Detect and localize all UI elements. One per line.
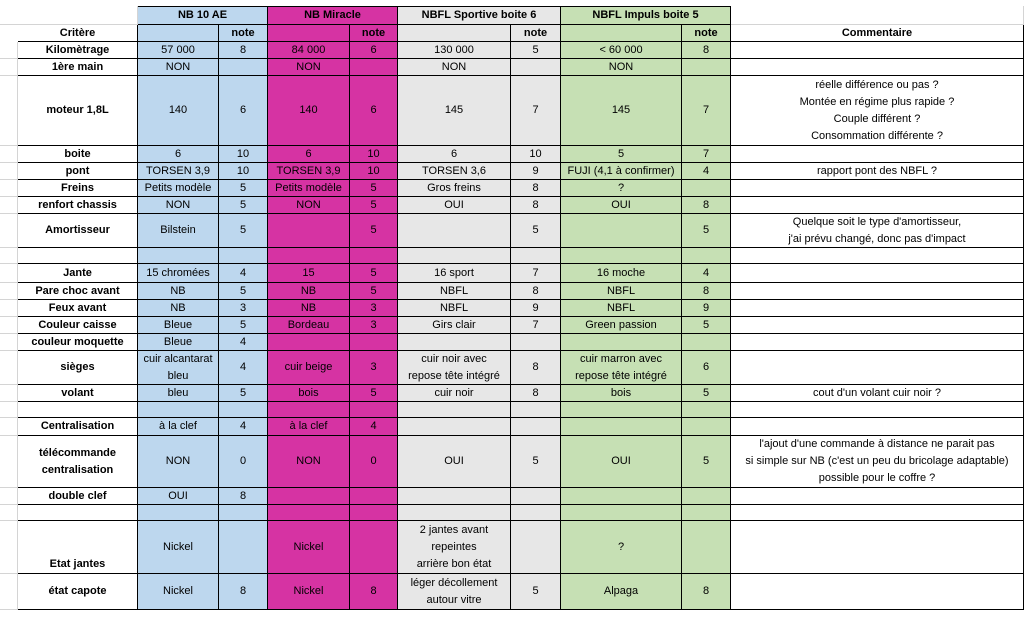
note-cell[interactable] <box>682 334 731 351</box>
critere-cell[interactable]: Feux avant <box>18 300 138 317</box>
row-gutter <box>0 574 18 610</box>
value-cell[interactable] <box>561 214 682 248</box>
value-cell[interactable]: cuir marron avec repose tête intégré <box>561 351 682 385</box>
comment-cell[interactable] <box>731 505 1024 521</box>
note-cell[interactable]: 4 <box>219 351 268 385</box>
comment-cell[interactable] <box>731 180 1024 197</box>
value-cell[interactable]: cuir alcantarat bleu <box>138 351 219 385</box>
value-cell[interactable]: Bleue <box>138 334 219 351</box>
comment-cell[interactable] <box>731 146 1024 163</box>
critere-cell[interactable]: volant <box>18 385 138 402</box>
row-gutter <box>0 300 18 317</box>
header-value-0 <box>138 25 219 42</box>
note-cell[interactable] <box>511 334 561 351</box>
note-cell[interactable]: 5 <box>219 180 268 197</box>
note-cell[interactable] <box>682 418 731 436</box>
value-cell[interactable] <box>268 402 350 418</box>
note-cell[interactable] <box>511 248 561 264</box>
value-cell[interactable]: 16 sport <box>398 264 511 283</box>
value-cell[interactable]: 140 <box>138 76 219 146</box>
note-cell[interactable] <box>350 59 398 76</box>
note-cell[interactable] <box>219 505 268 521</box>
table-row <box>0 521 1024 574</box>
note-cell[interactable]: 8 <box>511 180 561 197</box>
note-cell[interactable]: 10 <box>511 146 561 163</box>
header-commentaire[interactable]: Commentaire <box>731 25 1024 42</box>
row-gutter <box>0 163 18 180</box>
value-cell[interactable] <box>561 248 682 264</box>
value-cell[interactable] <box>398 488 511 505</box>
row-gutter <box>0 488 18 505</box>
header-note-0[interactable]: note <box>219 25 268 42</box>
table-row <box>0 163 1024 180</box>
value-cell[interactable] <box>398 248 511 264</box>
table-row <box>0 76 1024 146</box>
note-cell[interactable] <box>511 521 561 574</box>
value-cell[interactable] <box>398 418 511 436</box>
value-cell[interactable]: NB <box>138 283 219 300</box>
note-cell[interactable]: 5 <box>350 283 398 300</box>
note-cell[interactable]: 7 <box>511 76 561 146</box>
note-cell[interactable]: 10 <box>350 146 398 163</box>
value-cell[interactable]: bleu <box>138 385 219 402</box>
table-row <box>0 146 1024 163</box>
value-cell[interactable]: Petits modèle <box>268 180 350 197</box>
value-cell[interactable]: NON <box>138 436 219 488</box>
value-cell[interactable]: NON <box>138 59 219 76</box>
value-cell[interactable] <box>268 505 350 521</box>
row-gutter <box>0 146 18 163</box>
value-cell[interactable]: NBFL <box>398 283 511 300</box>
comment-cell[interactable] <box>731 488 1024 505</box>
note-cell[interactable]: 6 <box>682 351 731 385</box>
note-cell[interactable]: 4 <box>219 334 268 351</box>
table-row <box>0 214 1024 248</box>
value-cell[interactable]: cuir beige <box>268 351 350 385</box>
value-cell[interactable]: bois <box>268 385 350 402</box>
comment-cell[interactable] <box>731 197 1024 214</box>
value-cell[interactable]: NB <box>268 300 350 317</box>
note-cell[interactable]: 5 <box>350 214 398 248</box>
value-cell[interactable]: Green passion <box>561 317 682 334</box>
note-cell[interactable] <box>682 402 731 418</box>
critere-cell[interactable]: Couleur caisse <box>18 317 138 334</box>
note-cell[interactable]: 5 <box>219 214 268 248</box>
comment-cell[interactable] <box>731 317 1024 334</box>
row-gutter <box>0 248 18 264</box>
note-cell[interactable]: 5 <box>511 436 561 488</box>
value-cell[interactable]: NON <box>268 436 350 488</box>
value-cell[interactable]: 15 <box>268 264 350 283</box>
note-cell[interactable] <box>219 521 268 574</box>
note-cell[interactable]: 5 <box>682 317 731 334</box>
value-cell[interactable]: TORSEN 3,9 <box>138 163 219 180</box>
critere-cell[interactable]: Centralisation <box>18 418 138 436</box>
note-cell[interactable]: 7 <box>511 317 561 334</box>
value-cell[interactable]: NBFL <box>561 300 682 317</box>
table-row <box>0 436 1024 488</box>
comment-cell[interactable]: l'ajout d'une commande à distance ne parait pas si simple sur NB (c'est un peu du bricolage adaptable) possible pour le coffre ? <box>731 436 1024 488</box>
note-cell[interactable]: 8 <box>219 574 268 610</box>
value-cell[interactable]: 84 000 <box>268 42 350 59</box>
value-cell[interactable]: OUI <box>398 436 511 488</box>
comment-cell[interactable] <box>731 521 1024 574</box>
value-cell[interactable]: cuir noir <box>398 385 511 402</box>
value-cell[interactable] <box>268 488 350 505</box>
critere-cell[interactable]: 1ère main <box>18 59 138 76</box>
value-cell[interactable]: 57 000 <box>138 42 219 59</box>
comment-cell[interactable] <box>731 42 1024 59</box>
comment-cell[interactable] <box>731 264 1024 283</box>
note-cell[interactable]: 10 <box>350 163 398 180</box>
value-cell[interactable]: NON <box>138 197 219 214</box>
table-row <box>0 59 1024 76</box>
comment-cell[interactable] <box>731 334 1024 351</box>
value-cell[interactable]: cuir noir avec repose tête intégré <box>398 351 511 385</box>
table-row <box>0 574 1024 610</box>
value-cell[interactable] <box>561 418 682 436</box>
header-blank-right <box>731 6 1024 25</box>
value-cell[interactable]: à la clef <box>268 418 350 436</box>
comment-cell[interactable]: rapport pont des NBFL ? <box>731 163 1024 180</box>
note-cell[interactable]: 5 <box>511 42 561 59</box>
note-cell[interactable] <box>350 505 398 521</box>
row-gutter <box>0 351 18 385</box>
critere-cell[interactable]: double clef <box>18 488 138 505</box>
value-cell[interactable]: 6 <box>268 146 350 163</box>
value-cell[interactable] <box>268 334 350 351</box>
note-cell[interactable] <box>350 488 398 505</box>
value-cell[interactable]: Nickel <box>268 574 350 610</box>
note-cell[interactable]: 5 <box>682 385 731 402</box>
note-cell[interactable]: 5 <box>682 214 731 248</box>
note-cell[interactable]: 5 <box>350 180 398 197</box>
comment-cell[interactable]: Quelque soit le type d'amortisseur, j'ai prévu changé, donc pas d'impact <box>731 214 1024 248</box>
note-cell[interactable] <box>511 418 561 436</box>
value-cell[interactable] <box>398 505 511 521</box>
header-car-1[interactable]: NB Miracle <box>268 6 398 25</box>
comment-cell[interactable] <box>731 574 1024 610</box>
value-cell[interactable]: Nickel <box>138 574 219 610</box>
row-gutter <box>0 264 18 283</box>
value-cell[interactable]: 6 <box>398 146 511 163</box>
note-cell[interactable] <box>511 402 561 418</box>
note-cell[interactable]: 4 <box>682 163 731 180</box>
comment-cell[interactable] <box>731 59 1024 76</box>
value-cell[interactable]: 145 <box>398 76 511 146</box>
value-cell[interactable]: 140 <box>268 76 350 146</box>
table-row <box>0 334 1024 351</box>
row-gutter <box>0 402 18 418</box>
table-row <box>0 488 1024 505</box>
value-cell[interactable]: Girs clair <box>398 317 511 334</box>
value-cell[interactable]: Nickel <box>268 521 350 574</box>
value-cell[interactable]: NON <box>561 59 682 76</box>
value-cell[interactable] <box>138 402 219 418</box>
note-cell[interactable]: 8 <box>511 283 561 300</box>
row-gutter <box>0 42 18 59</box>
value-cell[interactable]: TORSEN 3,6 <box>398 163 511 180</box>
note-cell[interactable]: 5 <box>219 197 268 214</box>
table-row <box>0 42 1024 59</box>
critere-cell[interactable]: Etat jantes <box>18 521 138 574</box>
value-cell[interactable]: TORSEN 3,9 <box>268 163 350 180</box>
value-cell[interactable]: 130 000 <box>398 42 511 59</box>
value-cell[interactable]: NON <box>268 197 350 214</box>
comment-cell[interactable] <box>731 283 1024 300</box>
row-gutter <box>0 334 18 351</box>
table-row <box>0 505 1024 521</box>
note-cell[interactable]: 8 <box>682 197 731 214</box>
header-value-1 <box>268 25 350 42</box>
note-cell[interactable] <box>219 402 268 418</box>
note-cell[interactable] <box>511 488 561 505</box>
comment-cell[interactable] <box>731 402 1024 418</box>
header-row-cars <box>0 6 1024 25</box>
table-row <box>0 264 1024 283</box>
header-value-2 <box>398 25 511 42</box>
value-cell[interactable] <box>561 402 682 418</box>
value-cell[interactable]: NB <box>138 300 219 317</box>
note-cell[interactable]: 5 <box>219 283 268 300</box>
value-cell[interactable]: Bordeau <box>268 317 350 334</box>
note-cell[interactable] <box>682 248 731 264</box>
row-gutter <box>0 180 18 197</box>
critere-cell[interactable]: boite <box>18 146 138 163</box>
value-cell[interactable]: à la clef <box>138 418 219 436</box>
note-cell[interactable]: 8 <box>682 574 731 610</box>
note-cell[interactable] <box>350 402 398 418</box>
value-cell[interactable]: NON <box>398 59 511 76</box>
value-cell[interactable]: FUJI (4,1 à confirmer) <box>561 163 682 180</box>
comment-cell[interactable] <box>731 300 1024 317</box>
value-cell[interactable]: 16 moche <box>561 264 682 283</box>
note-cell[interactable]: 3 <box>350 300 398 317</box>
row-gutter <box>0 317 18 334</box>
note-cell[interactable]: 5 <box>511 574 561 610</box>
note-cell[interactable]: 9 <box>511 300 561 317</box>
note-cell[interactable] <box>682 488 731 505</box>
note-cell[interactable]: 5 <box>219 317 268 334</box>
note-cell[interactable]: 6 <box>350 76 398 146</box>
note-cell[interactable]: 5 <box>350 385 398 402</box>
note-cell[interactable]: 8 <box>219 488 268 505</box>
value-cell[interactable]: léger décollement autour vitre <box>398 574 511 610</box>
note-cell[interactable]: 5 <box>350 197 398 214</box>
note-cell[interactable] <box>682 59 731 76</box>
note-cell[interactable]: 4 <box>219 264 268 283</box>
value-cell[interactable]: NB <box>268 283 350 300</box>
row-gutter <box>0 436 18 488</box>
value-cell[interactable]: 5 <box>561 146 682 163</box>
value-cell[interactable]: OUI <box>561 436 682 488</box>
value-cell[interactable]: OUI <box>398 197 511 214</box>
value-cell[interactable]: OUI <box>138 488 219 505</box>
comment-cell[interactable]: réelle différence ou pas ? Montée en régime plus rapide ? Couple différent ? Consommation différente ? <box>731 76 1024 146</box>
value-cell[interactable]: ? <box>561 180 682 197</box>
table-row <box>0 402 1024 418</box>
row-gutter <box>0 59 18 76</box>
critere-cell[interactable]: Amortisseur <box>18 214 138 248</box>
note-cell[interactable]: 8 <box>682 42 731 59</box>
value-cell[interactable]: NON <box>268 59 350 76</box>
header-car-3[interactable]: NBFL Impuls boite 5 <box>561 6 731 25</box>
table-row <box>0 418 1024 436</box>
critere-cell[interactable]: couleur moquette <box>18 334 138 351</box>
critere-cell[interactable]: Pare choc avant <box>18 283 138 300</box>
row-gutter <box>0 505 18 521</box>
value-cell[interactable]: Nickel <box>138 521 219 574</box>
table-row <box>0 317 1024 334</box>
value-cell[interactable] <box>561 505 682 521</box>
table-row <box>0 180 1024 197</box>
note-cell[interactable]: 4 <box>350 418 398 436</box>
critere-cell[interactable] <box>18 248 138 264</box>
value-cell[interactable] <box>138 248 219 264</box>
row-gutter <box>0 385 18 402</box>
note-cell[interactable] <box>350 248 398 264</box>
critere-cell[interactable]: Jante <box>18 264 138 283</box>
comment-cell[interactable] <box>731 351 1024 385</box>
note-cell[interactable]: 0 <box>350 436 398 488</box>
value-cell[interactable]: Bilstein <box>138 214 219 248</box>
row-gutter <box>0 283 18 300</box>
note-cell[interactable]: 6 <box>350 42 398 59</box>
note-cell[interactable]: 5 <box>511 214 561 248</box>
critere-cell[interactable]: état capote <box>18 574 138 610</box>
critere-cell[interactable]: moteur 1,8L <box>18 76 138 146</box>
note-cell[interactable]: 4 <box>219 418 268 436</box>
value-cell[interactable] <box>561 488 682 505</box>
header-note-1[interactable]: note <box>350 25 398 42</box>
note-cell[interactable]: 8 <box>350 574 398 610</box>
value-cell[interactable]: Petits modèle <box>138 180 219 197</box>
note-cell[interactable]: 8 <box>511 351 561 385</box>
value-cell[interactable] <box>268 248 350 264</box>
note-cell[interactable] <box>682 180 731 197</box>
header-note-3[interactable]: note <box>682 25 731 42</box>
critere-cell[interactable]: Kilomètrage <box>18 42 138 59</box>
value-cell[interactable] <box>398 334 511 351</box>
note-cell[interactable]: 8 <box>511 197 561 214</box>
value-cell[interactable]: 145 <box>561 76 682 146</box>
header-value-3 <box>561 25 682 42</box>
header-critere[interactable]: Critère <box>18 25 138 42</box>
note-cell[interactable]: 9 <box>682 300 731 317</box>
header-row-labels <box>0 25 1024 42</box>
row-gutter <box>0 214 18 248</box>
critere-cell[interactable]: pont <box>18 163 138 180</box>
header-note-2[interactable]: note <box>511 25 561 42</box>
value-cell[interactable] <box>268 214 350 248</box>
value-cell[interactable]: NBFL <box>561 283 682 300</box>
note-cell[interactable]: 5 <box>219 385 268 402</box>
value-cell[interactable] <box>398 214 511 248</box>
note-cell[interactable]: 4 <box>682 264 731 283</box>
note-cell[interactable] <box>511 505 561 521</box>
note-cell[interactable]: 8 <box>682 283 731 300</box>
table-row <box>0 300 1024 317</box>
header-car-2[interactable]: NBFL Sportive boite 6 <box>398 6 561 25</box>
table-row <box>0 197 1024 214</box>
comment-cell[interactable] <box>731 248 1024 264</box>
row-gutter <box>0 418 18 436</box>
value-cell[interactable]: 15 chromées <box>138 264 219 283</box>
note-cell[interactable] <box>219 248 268 264</box>
table-row <box>0 248 1024 264</box>
critere-cell[interactable]: télécommande centralisation <box>18 436 138 488</box>
value-cell[interactable]: < 60 000 <box>561 42 682 59</box>
comment-cell[interactable]: cout d'un volant cuir noir ? <box>731 385 1024 402</box>
value-cell[interactable] <box>398 402 511 418</box>
header-blank <box>0 6 138 25</box>
value-cell[interactable]: Bleue <box>138 317 219 334</box>
note-cell[interactable]: 3 <box>219 300 268 317</box>
row-gutter <box>0 76 18 146</box>
table-row <box>0 385 1024 402</box>
note-cell[interactable]: 7 <box>682 146 731 163</box>
value-cell[interactable]: ? <box>561 521 682 574</box>
value-cell[interactable] <box>561 334 682 351</box>
note-cell[interactable]: 5 <box>682 436 731 488</box>
note-cell[interactable]: 3 <box>350 317 398 334</box>
note-cell[interactable] <box>350 521 398 574</box>
note-cell[interactable] <box>511 59 561 76</box>
note-cell[interactable]: 7 <box>511 264 561 283</box>
critere-cell[interactable] <box>18 505 138 521</box>
value-cell[interactable]: 6 <box>138 146 219 163</box>
value-cell[interactable]: NBFL <box>398 300 511 317</box>
note-cell[interactable]: 10 <box>219 163 268 180</box>
header-car-0[interactable]: NB 10 AE <box>138 6 268 25</box>
note-cell[interactable] <box>682 505 731 521</box>
note-cell[interactable]: 10 <box>219 146 268 163</box>
critere-cell[interactable]: renfort chassis <box>18 197 138 214</box>
value-cell[interactable]: bois <box>561 385 682 402</box>
note-cell[interactable]: 0 <box>219 436 268 488</box>
note-cell[interactable]: 8 <box>511 385 561 402</box>
critere-cell[interactable] <box>18 402 138 418</box>
value-cell[interactable] <box>138 505 219 521</box>
value-cell[interactable]: Alpaga <box>561 574 682 610</box>
table-row <box>0 283 1024 300</box>
critere-cell[interactable]: Freins <box>18 180 138 197</box>
comment-cell[interactable] <box>731 418 1024 436</box>
note-cell[interactable]: 9 <box>511 163 561 180</box>
note-cell[interactable] <box>219 59 268 76</box>
note-cell[interactable] <box>350 334 398 351</box>
note-cell[interactable]: 3 <box>350 351 398 385</box>
note-cell[interactable]: 8 <box>219 42 268 59</box>
value-cell[interactable]: Gros freins <box>398 180 511 197</box>
note-cell[interactable]: 5 <box>350 264 398 283</box>
critere-cell[interactable]: sièges <box>18 351 138 385</box>
note-cell[interactable]: 7 <box>682 76 731 146</box>
value-cell[interactable]: 2 jantes avant repeintes arrière bon état <box>398 521 511 574</box>
note-cell[interactable] <box>682 521 731 574</box>
table-row <box>0 351 1024 385</box>
note-cell[interactable]: 6 <box>219 76 268 146</box>
row-gutter <box>0 197 18 214</box>
value-cell[interactable]: OUI <box>561 197 682 214</box>
row-gutter <box>0 521 18 574</box>
